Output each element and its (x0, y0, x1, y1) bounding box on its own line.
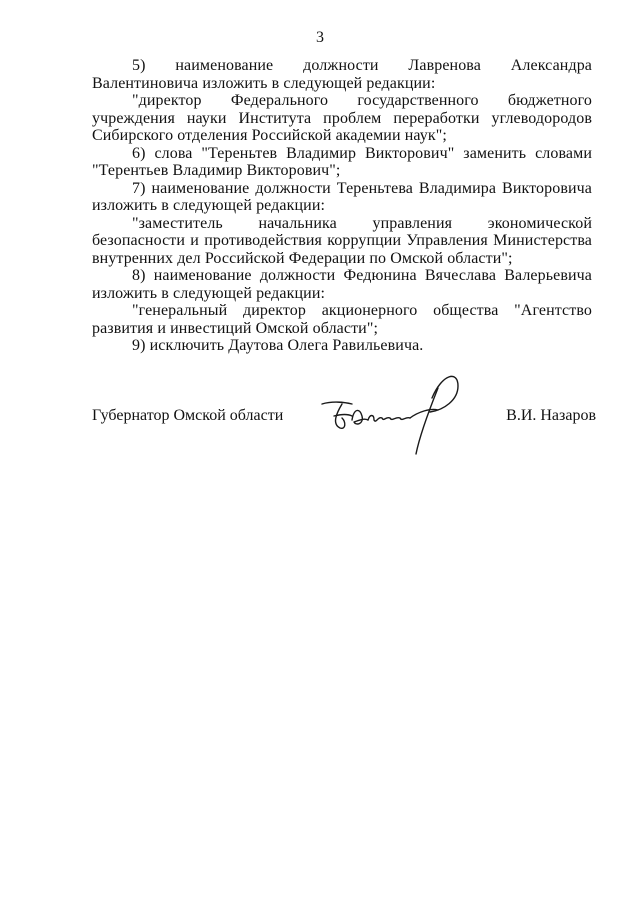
signer-name: В.И. Назаров (506, 407, 596, 424)
paragraph-item-7-heading: 7) наименование должности Тереньтева Владимира Викторовича изложить в следующей редакции: (92, 179, 592, 214)
paragraph-item-9: 9) исключить Даутова Олега Равильевича. (132, 337, 424, 354)
paragraph-item-5-heading: 5) наименование должности Лавренова Александра Валентиновича изложить в следующей редакции: (92, 57, 592, 92)
page-number: 3 (316, 29, 324, 46)
signer-title: Губернатор Омской области (92, 407, 284, 424)
paragraph-item-5-text: "директор Федерального государственного бюджетного учреждения науки Института проблем переработки углеводородов Сибирского отделения Российской академии наук"; (92, 92, 592, 144)
paragraph-item-8-heading: 8) наименование должности Федюнина Вячеслава Валерьевича изложить в следующей редакции: (92, 267, 592, 302)
paragraph-item-8-text: "генеральный директор акционерного общества "Агентство развития и инвестиций Омской области"; (92, 302, 592, 337)
document-body (92, 57, 592, 355)
paragraph-item-7-text: "заместитель начальника управления экономической безопасности и противодействия коррупции Управления Министерства внутренних дел Российской Федерации по Омской области"; (92, 214, 592, 267)
handwritten-signature (312, 368, 472, 458)
paragraph-item-6: 6) слова "Тереньтев Владимир Викторович" заменить словами "Терентьев Владимир Викторович"; (92, 144, 592, 179)
signature-block (92, 368, 596, 458)
